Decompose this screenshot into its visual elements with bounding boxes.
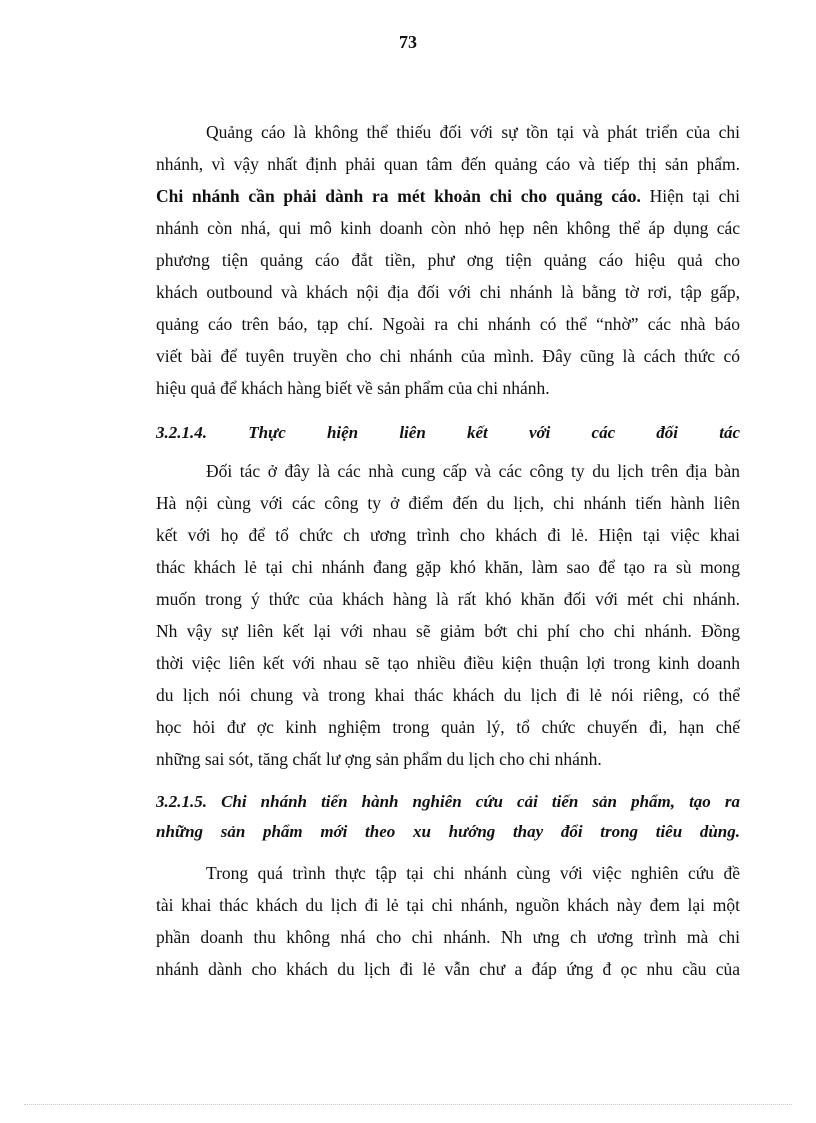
heading-line: 3.2.1.4. Thực hiện liên kết với các đối tác [156, 423, 740, 442]
text-line: thác khách lẻ tại chi nhánh đang gặp khó khăn, làm sao để tạo ra sù mong [156, 557, 740, 577]
text-line: du lịch nói chung và trong khai thác khách du lịch đi lẻ nói riêng, có thể [156, 685, 740, 705]
text-line: Quảng cáo là không thể thiếu đối với sự tồn tại và phát triển của chi [206, 122, 740, 142]
emphasis-text: Chi nhánh cần phải dành ra mét khoản chi cho quảng cáo. [156, 186, 641, 206]
heading-line: 3.2.1.5. Chi nhánh tiến hành nghiên cứu cải tiến sản phẩm, tạo ra [156, 792, 740, 811]
section-heading-3-2-1-4 [156, 418, 740, 448]
text-line: quảng cáo trên báo, tạp chí. Ngoài ra chi nhánh có thể “nhờ” các nhà báo [156, 314, 740, 334]
text-line: tài khai thác khách du lịch đi lẻ tại chi nhánh, nguồn khách này đem lại một [156, 895, 740, 915]
text-line: nhánh còn nhá, qui mô kinh doanh còn nhỏ hẹp nên không thể áp dụng các [156, 218, 740, 238]
text-line: Đối tác ở đây là các nhà cung cấp và các công ty du lịch trên địa bàn [206, 461, 740, 481]
paragraph-partners [156, 455, 740, 775]
text-line: thời việc liên kết với nhau sẽ tạo nhiều điều kiện thuận lợi trong kinh doanh [156, 653, 740, 673]
text-line: muốn trong ý thức của khách hàng là rất khó khăn đối với mét chi nhánh. [156, 589, 740, 609]
paragraph-product-research [156, 857, 740, 985]
text-line: kết với họ để tổ chức ch ương trình cho khách đi lẻ. Hiện tại việc khai [156, 525, 740, 545]
text-line: những sai sót, tăng chất lư ợng sản phẩm du lịch cho chi nhánh. [156, 749, 602, 769]
text-span: Hiện tại chi [640, 186, 740, 206]
text-line [156, 180, 740, 212]
text-line: nhánh, vì vậy nhất định phải quan tâm đến quảng cáo và tiếp thị sản phẩm. [156, 154, 740, 174]
text-line: phần doanh thu không nhá cho chi nhánh. Nh ưng ch ương trình mà chi [156, 927, 740, 947]
text-line: khách outbound và khách nội địa đối với chi nhánh là bằng tờ rơi, tập gấp, [156, 282, 740, 302]
page-number: 73 [399, 32, 417, 52]
heading-line: những sản phẩm mới theo xu hướng thay đổi trong tiêu dùng. [156, 822, 740, 841]
section-heading-3-2-1-5 [156, 787, 740, 847]
text-line: nhánh dành cho khách du lịch đi lẻ vẫn chư a đáp ứng đ ọc nhu cầu của [156, 959, 740, 979]
text-line: phương tiện quảng cáo đắt tiền, phư ơng tiện quảng cáo hiệu quả cho [156, 250, 740, 270]
footer-divider [24, 1104, 792, 1105]
text-line: Hà nội cùng với các công ty ở điểm đến du lịch, chi nhánh tiến hành liên [156, 493, 740, 513]
paragraph-advertising [156, 116, 740, 404]
text-line: Trong quá trình thực tập tại chi nhánh cùng với việc nghiên cứu đề [206, 863, 740, 883]
text-line: học hỏi đư ợc kinh nghiệm trong quản lý, tổ chức chuyến đi, hạn chế [156, 717, 740, 737]
text-line: hiệu quả để khách hàng biết về sản phẩm của chi nhánh. [156, 378, 550, 398]
text-line: Nh vậy sự liên kết lại với nhau sẽ giảm bớt chi phí cho chi nhánh. Đồng [156, 621, 740, 641]
text-line: viết bài để tuyên truyền cho chi nhánh của mình. Đây cũng là cách thức có [156, 346, 740, 366]
